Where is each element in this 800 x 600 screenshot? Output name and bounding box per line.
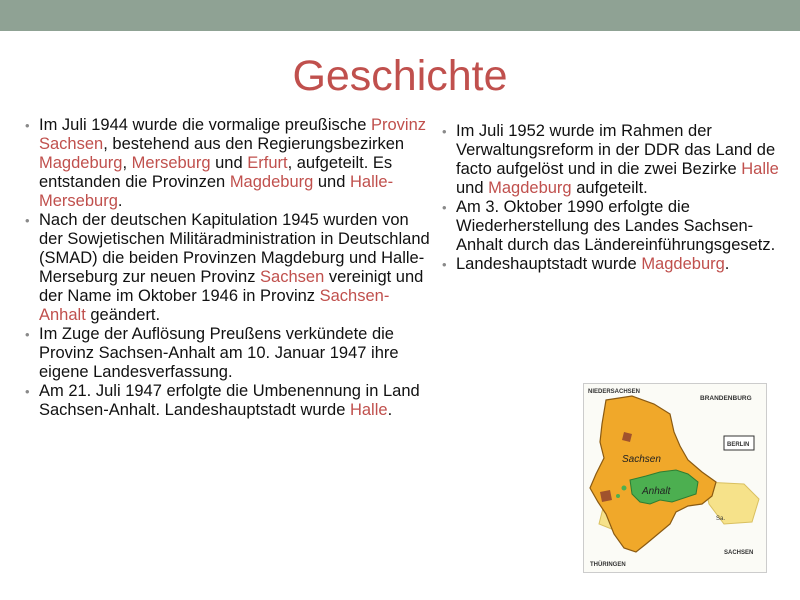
- slide-title: Geschichte: [292, 52, 508, 100]
- map-graphic: [584, 384, 766, 572]
- map-anhalt-exclave: [622, 486, 627, 491]
- link-merseburg[interactable]: Merseburg: [131, 154, 211, 172]
- map-label-sa: Sa.: [716, 516, 726, 522]
- link-halle[interactable]: Halle: [349, 401, 388, 419]
- map-label-brandenburg: BRANDENBURG: [700, 395, 752, 402]
- bullet-item: • Im Juli 1944 wurde die vormalige preußische Provinz Sachsen, bestehend aus den Regierungsbezirken Magdeburg, Merseburg und Erfurt, aufgeteilt. Es entstanden die Provinzen Magdeburg und Halle-Merseburg.: [25, 116, 435, 211]
- map-label-anhalt: Anhalt: [642, 486, 671, 497]
- link-halle[interactable]: Halle: [741, 160, 779, 178]
- link-magdeburg[interactable]: Magdeburg: [229, 173, 314, 191]
- map-label-sachsen-state: SACHSEN: [724, 550, 754, 556]
- bullet-item: • Im Juli 1952 wurde im Rahmen der Verwaltungsreform in der DDR das Land de facto aufgelöst und in die zwei Bezirke Halle und Magdeburg aufgeteilt.: [442, 122, 782, 198]
- link-magdeburg[interactable]: Magdeburg: [641, 255, 725, 273]
- link-sachsen[interactable]: Sachsen: [260, 268, 325, 286]
- map-label-niedersachsen: NIEDERSACHSEN: [588, 389, 641, 395]
- map-anhalt-exclave: [616, 494, 620, 498]
- right-bullet-list: [442, 122, 782, 274]
- link-sachsen-anhalt[interactable]: Sachsen-Anhalt: [39, 287, 390, 324]
- bullet-item: • Am 21. Juli 1947 erfolgte die Umbenennung in Land Sachsen-Anhalt. Landeshauptstadt wurde Halle.: [25, 382, 435, 420]
- link-magdeburg[interactable]: Magdeburg: [488, 179, 572, 197]
- sachsen-anhalt-map: [583, 383, 767, 573]
- bullet-item: • Im Zuge der Auflösung Preußens verkündete die Provinz Sachsen-Anhalt am 10. Januar 1947 ihre eigene Landesverfassung.: [25, 325, 435, 382]
- bullet-item: • Am 3. Oktober 1990 erfolgte die Wiederherstellung des Landes Sachsen-Anhalt durch das Ländereinführungsgesetz.: [442, 198, 782, 255]
- map-label-sachsen-region: Sachsen: [622, 454, 661, 465]
- link-erfurt[interactable]: Erfurt: [247, 154, 288, 172]
- map-label-thueringen: THÜRINGEN: [590, 562, 626, 568]
- link-halle-merseburg[interactable]: Halle-Merseburg: [39, 173, 394, 210]
- left-bullet-list: [25, 116, 435, 420]
- bullet-item: • Nach der deutschen Kapitulation 1945 wurden von der Sowjetischen Militäradministration in Deutschland (SMAD) die beiden Provinzen Magdeburg und Halle-Merseburg zur neuen Provinz Sachsen vereinigt und der Name im Oktober 1946 in Provinz Sachsen-Anhalt geändert.: [25, 211, 435, 325]
- link-magdeburg[interactable]: Magdeburg: [39, 154, 123, 172]
- bullet-item: • Landeshauptstadt wurde Magdeburg.: [442, 255, 782, 274]
- map-enclave-brown: [600, 490, 612, 502]
- slide-top-bar: [0, 0, 800, 31]
- map-label-berlin: BERLIN: [727, 442, 750, 448]
- link-provinz-sachsen[interactable]: Provinz Sachsen: [39, 116, 427, 153]
